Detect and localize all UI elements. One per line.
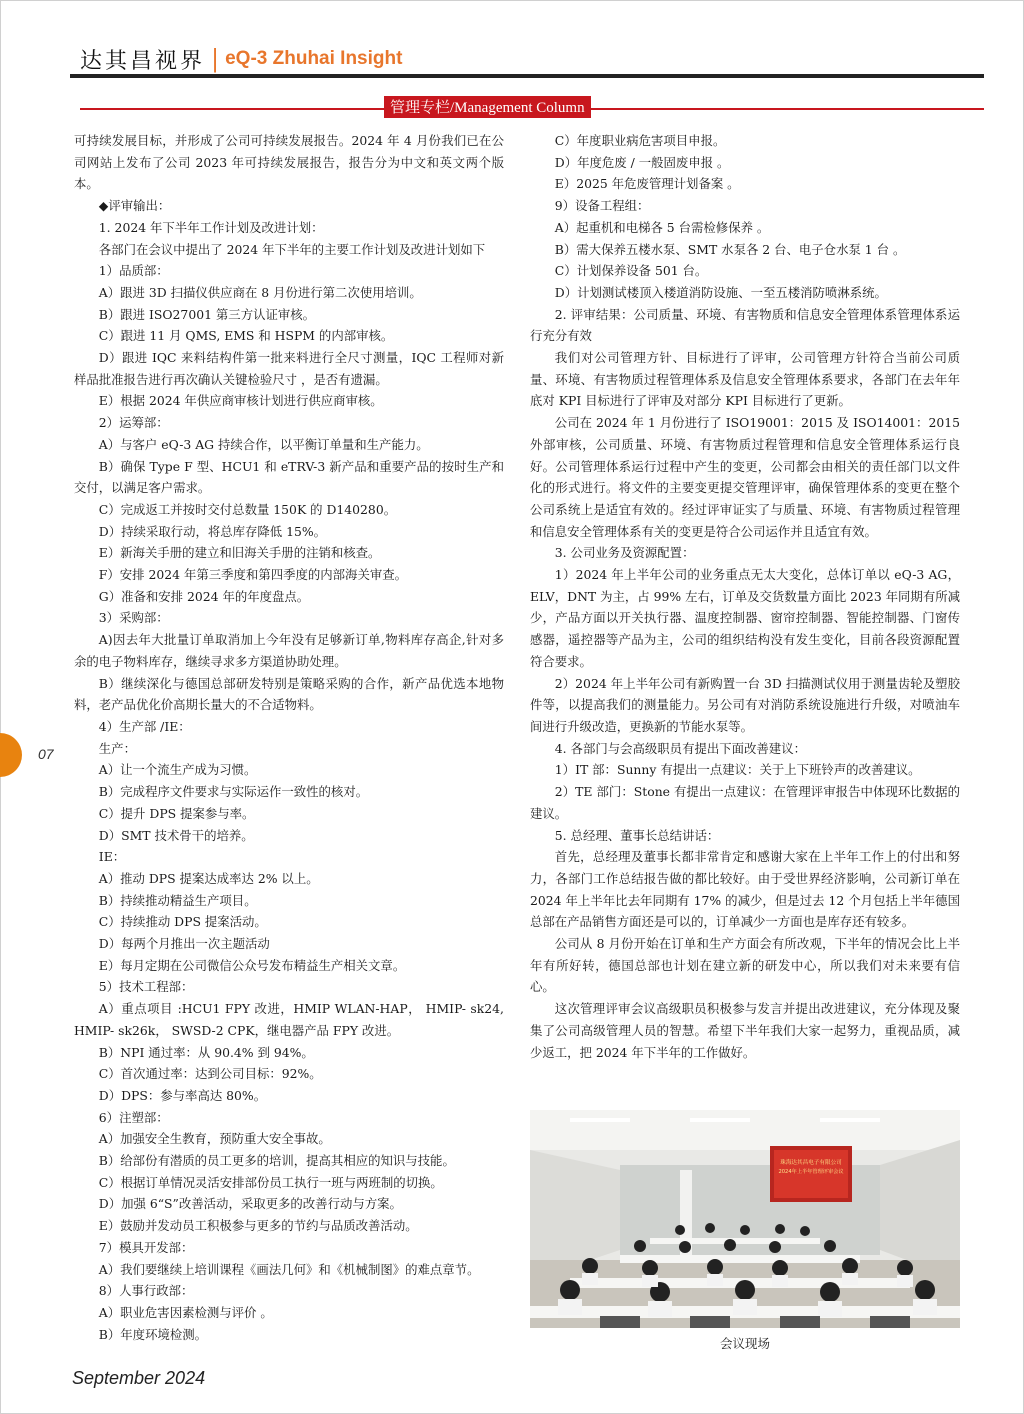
paragraph: E）新海关手册的建立和旧海关手册的注销和核查。 <box>98 545 381 561</box>
paragraph: 1. 2024 年下半年工作计划及改进计划： <box>98 219 324 235</box>
paragraph: B）需大保养五楼水泵、SMT 水泵各 2 台、电子仓水泵 1 台 。 <box>554 241 906 257</box>
right-column <box>530 130 960 1063</box>
paragraph: 1）品质部： <box>98 263 169 279</box>
paragraph: 5. 总经理、董事长总结讲话： <box>554 827 720 843</box>
paragraph: A）让一个流生产成为习惯。 <box>98 762 257 778</box>
paragraph: 1）IT 部：Sunny 有提出一点建议：关于上下班铃声的改善建议。 <box>554 762 921 778</box>
paragraph: B）年度环境检测。 <box>98 1326 208 1342</box>
paragraph: D）DPS：参与率高达 80%。 <box>98 1087 267 1103</box>
header-title-en: eQ-3 Zhuhai Insight <box>225 48 403 69</box>
meeting-photo <box>530 1110 960 1328</box>
paragraph: E）2025 年危废管理计划备案 。 <box>554 176 740 192</box>
paragraph: B）完成程序文件要求与实际运作一致性的核对。 <box>98 784 369 800</box>
paragraph: 6）注塑部： <box>98 1109 169 1125</box>
page-number: 07 <box>38 746 54 762</box>
paragraph: E）根据 2024 年供应商审核计划进行供应商审核。 <box>98 393 383 409</box>
paragraph: 3）采购部： <box>98 610 169 626</box>
paragraph: 公司在 2024 年 1 月份进行了 ISO19001：2015 及 ISO14001：2015 外部审核，公司质量、环境、有害物质过程管理和信息安全管理体系运行良好。公司管理体系运行过程中产生的变更，公司都会由相关的责任部门以文件化的形式进行。将文件的主要变更提交管理评审，确保管理体系的变更在整个公司系统上是适宜有效的。经过评审证实了与质量、环境、有害物质过程管理和信息安全管理体系有关的变更是符合公司运作并且适宜有效。 <box>530 415 960 539</box>
paragraph: 9）设备工程组： <box>554 198 650 214</box>
footer-date: September 2024 <box>72 1368 206 1388</box>
paragraph: C）提升 DPS 提案参与率。 <box>98 805 255 821</box>
paragraph: C）完成返工并按时交付总数量 150K 的 D140280。 <box>98 501 397 517</box>
paragraph: B）确保 Type F 型、HCU1 和 eTRV-3 新产品和重要产品的按时生产和交付，以满足客户需求。 <box>74 458 504 496</box>
paragraph: 5）技术工程部： <box>98 979 194 995</box>
paragraph: A）跟进 3D 扫描仪供应商在 8 月份进行第二次使用培训。 <box>98 284 422 300</box>
header-rule <box>70 74 984 78</box>
paragraph: B）持续推动精益生产项目。 <box>98 892 257 908</box>
paragraph: A）与客户 eQ-3 AG 持续合作，以平衡订单量和生产能力。 <box>98 436 429 452</box>
paragraph: D）加强 6“S”改善活动，采取更多的改善行动与方案。 <box>98 1196 402 1212</box>
paragraph: A）我们要继续上培训课程《画法几何》和《机械制图》的难点章节。 <box>98 1261 480 1277</box>
paragraph: 我们对公司管理方针、目标进行了评审，公司管理方针符合当前公司质量、环境、有害物质过程管理体系及信息安全管理体系要求，各部门在去年年底对 KPI 目标进行了评审及对部分 KPI 目标进行了更新。 <box>530 350 960 409</box>
paragraph: 各部门在会议中提出了 2024 年下半年的主要工作计划及改进计划如下 <box>98 241 486 257</box>
screen-title-line-2: 2024年上半年管理评审会议 <box>778 1169 844 1175</box>
screen-title-line-1: 珠海达其昌电子有限公司 <box>780 1160 842 1166</box>
paragraph: C）持续推动 DPS 提案活动。 <box>98 914 267 930</box>
paragraph: 首先，总经理及董事长都非常肯定和感谢大家在上半年工作上的付出和努力，各部门工作总结报告做的都比较好。由于受世界经济影响，公司新订单在 2024 年上半年比去年同期有 17% 的减少，但是过去 12 个月包括上半年德国总部在产品销售方面还是可以的，订单减少一方面也是库存还有较多。 <box>530 849 960 930</box>
paragraph: 3. 公司业务及资源配置： <box>554 545 695 561</box>
paragraph: 生产： <box>98 740 136 756</box>
paragraph: 4. 各部门与会高级职员有提出下面改善建议： <box>554 740 806 756</box>
paragraph: 1）2024 年上半年公司的业务重点无太大变化，总体订单以 eQ-3 AG，ELV，DNT 为主，占 99% 左右，订单及交货数量方面比 2023 年同期有所减少，产品方面以开关执行器、温度控制器、窗帘控制器、智能控制器、门窗传感器，遥控器等产品为主，公司的组织结构没有发生变化，目前各段资源配置符合要求。 <box>530 567 960 669</box>
paragraph: B）给部份有潜质的员工更多的培训，提高其相应的知识与技能。 <box>98 1153 455 1169</box>
paragraph: B）跟进 ISO27001 第三方认证审核。 <box>98 306 316 322</box>
paragraph: 这次管理评审会议高级职员积极参与发言并提出改进建议，充分体现及聚集了公司高级管理人员的智慧。希望下半年我们大家一起努力，重视品质，减少返工，把 2024 年下半年的工作做好。 <box>530 1001 960 1060</box>
paragraph: D）年度危废 / 一般固废申报 。 <box>554 154 730 170</box>
paragraph: 2）运筹部： <box>98 415 169 431</box>
paragraph: 8）人事行政部： <box>98 1283 194 1299</box>
paragraph: 7）模具开发部： <box>98 1239 194 1255</box>
paragraph: 公司从 8 月份开始在订单和生产方面会有所改观，下半年的情况会比上半年有所好转，德国总部也计划在建立新的研发中心，所以我们对未来要有信心。 <box>530 936 960 995</box>
column-tag-cn: 管理专栏 <box>390 98 451 116</box>
paragraph: B）继续深化与德国总部研发特别是策略采购的合作，新产品优选本地物料，老产品优化价高期长量大的不合适物料。 <box>74 675 504 713</box>
paragraph: G）准备和安排 2024 年的年度盘点。 <box>98 588 310 604</box>
paragraph: C）跟进 11 月 QMS, EMS 和 HSPM 的内部审核。 <box>98 328 394 344</box>
paragraph: A）推动 DPS 提案达成率达 2% 以上。 <box>98 870 319 886</box>
paragraph: 2）2024 年上半年公司有新购置一台 3D 扫描测试仪用于测量齿轮及塑胶件等，以提高我们的测量能力。另公司有对消防系统设施进行升级，对喷油车间进行升级改造，更换新的节能水泵等。 <box>530 675 960 734</box>
paragraph: D）SMT 技术骨干的培养。 <box>98 827 254 843</box>
header-title-cn: 达其昌视界 <box>80 48 206 74</box>
paragraph: D）每两个月推出一次主题活动 <box>98 936 270 952</box>
left-column <box>74 130 504 1345</box>
paragraph: A）职业危害因素检测与评价 。 <box>98 1304 273 1320</box>
paragraph: C）根据订单情况灵活安排部份员工执行一班与两班制的切换。 <box>98 1174 443 1190</box>
paragraph: E）鼓励并发动员工积极参与更多的节约与品质改善活动。 <box>98 1218 418 1234</box>
paragraph: 可持续发展目标，并形成了公司可持续发展报告。2024 年 4 月份我们已在公司网站上发布了公司 2023 年可持续发展报告，报告分为中文和英文两个版本。 <box>74 133 504 192</box>
paragraph: A)因去年大批量订单取消加上今年没有足够新订单,物料库存高企,针对多余的电子物料库存，继续寻求多方渠道协助处理。 <box>74 632 504 669</box>
paragraph: E）每月定期在公司微信公众号发布精益生产相关文章。 <box>98 957 406 973</box>
magazine-header <box>80 42 402 76</box>
meeting-photo-illustration <box>530 1110 960 1328</box>
paragraph: F）安排 2024 年第三季度和第四季度的内部海关审查。 <box>98 567 408 583</box>
paragraph: IE： <box>98 849 126 865</box>
paragraph: C）年度职业病危害项目申报。 <box>554 133 726 148</box>
paragraph: C）首次通过率：达到公司目标：92%。 <box>98 1066 322 1082</box>
column-tag-en: /Management Column <box>450 100 585 116</box>
paragraph: 4）生产部 /IE： <box>98 718 191 734</box>
paragraph: ◆评审输出： <box>98 198 171 214</box>
paragraph: D）持续采取行动，将总库存降低 15%。 <box>98 523 327 539</box>
header-separator: | <box>211 45 220 73</box>
paragraph: 2）TE 部门：Stone 有提出一点建议：在管理评审报告中体现环比数据的建议。 <box>530 784 960 821</box>
paragraph: 2. 评审结果：公司质量、环境、有害物质和信息安全管理体系管理体系运行充分有效 <box>530 306 960 344</box>
paragraph: C）计划保养设备 501 台。 <box>554 263 708 279</box>
paragraph: A）重点项目 :HCU1 FPY 改进，HMIP WLAN-HAP， HMIP- sk24, HMIP- sk26k， SWSD-2 CPK，继电器产品 FPY 改进。 <box>74 1001 504 1038</box>
paragraph: D）跟进 IQC 来料结构件第一批来料进行全尺寸测量，IQC 工程师对新样品批准报告进行再次确认关键检验尺寸 ，是否有遗漏。 <box>74 350 504 387</box>
photo-caption: 会议现场 <box>719 1336 770 1351</box>
paragraph: A）起重机和电梯各 5 台需检修保养 。 <box>554 219 770 235</box>
paragraph: A）加强安全生教育，预防重大安全事故。 <box>98 1131 331 1147</box>
paragraph: D）计划测试楼顶入楼道消防设施、一至五楼消防喷淋系统。 <box>554 284 887 300</box>
column-tag <box>384 96 591 118</box>
paragraph: B）NPI 通过率：从 90.4% 到 94%。 <box>98 1044 314 1060</box>
